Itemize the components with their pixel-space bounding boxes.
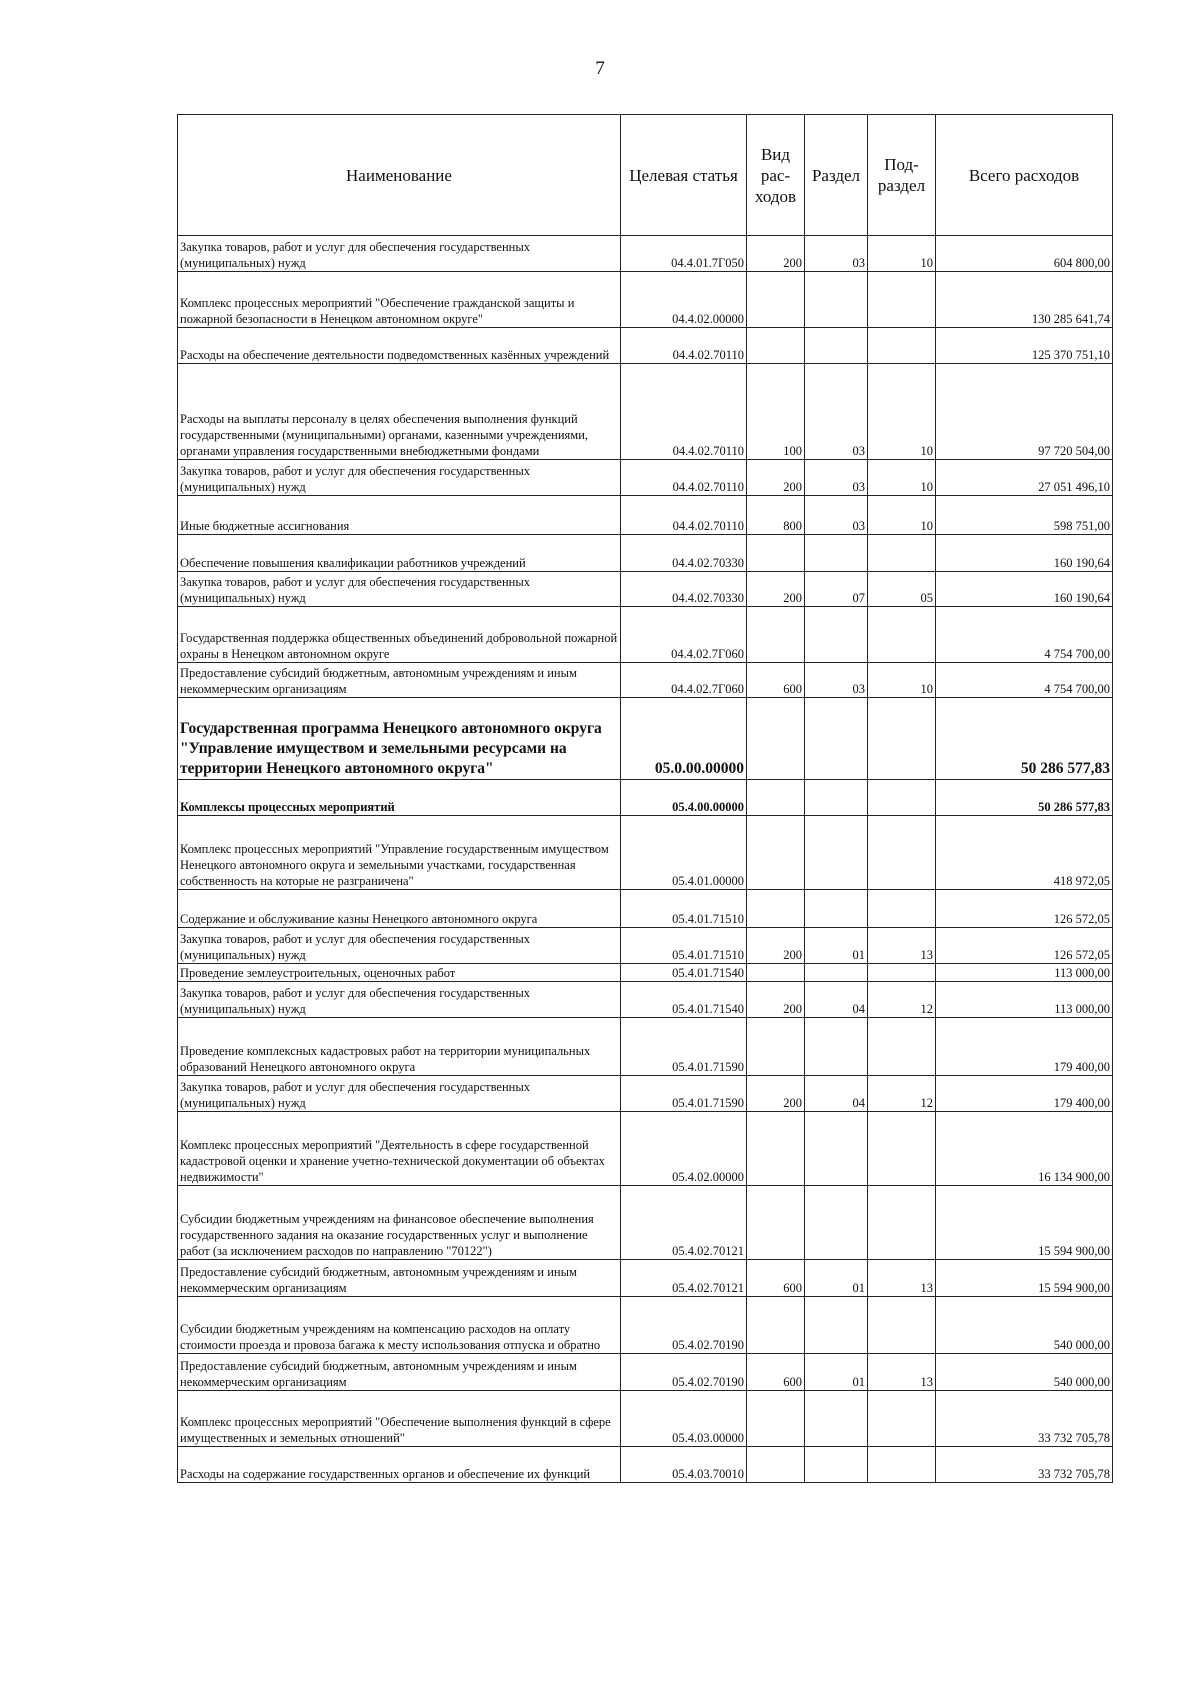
row-kind: 200	[747, 236, 805, 272]
row-subsection	[868, 1447, 936, 1483]
row-kind: 600	[747, 1260, 805, 1297]
row-section: 01	[805, 1354, 868, 1391]
table-row	[178, 663, 1113, 698]
row-name: Проведение комплексных кадастровых работ на территории муниципальных образований Ненецкого автономного округа	[178, 1018, 621, 1076]
table-row	[178, 982, 1113, 1018]
row-total: 16 134 900,00	[936, 1112, 1113, 1186]
row-subsection	[868, 780, 936, 816]
table-row	[178, 928, 1113, 964]
budget-table	[177, 114, 1113, 1483]
row-kind	[747, 816, 805, 890]
row-kind: 600	[747, 663, 805, 698]
row-total: 179 400,00	[936, 1018, 1113, 1076]
row-name: Государственная программа Ненецкого автономного округа "Управление имуществом и земельными ресурсами на территории Ненецкого автономного округа"	[178, 698, 621, 780]
row-kind	[747, 698, 805, 780]
row-kind	[747, 535, 805, 572]
row-total: 130 285 641,74	[936, 272, 1113, 328]
row-code: 04.4.01.7Г050	[621, 236, 747, 272]
table-row	[178, 496, 1113, 535]
row-total: 125 370 751,10	[936, 328, 1113, 364]
row-name: Комплекс процессных мероприятий "Обеспечение гражданской защиты и пожарной безопасности в Ненецком автономном округе"	[178, 272, 621, 328]
row-section	[805, 1112, 868, 1186]
row-total: 160 190,64	[936, 535, 1113, 572]
row-code: 04.4.02.00000	[621, 272, 747, 328]
row-subsection: 13	[868, 928, 936, 964]
header-section: Раздел	[805, 115, 868, 236]
table-row	[178, 1076, 1113, 1112]
row-code: 05.4.02.70121	[621, 1186, 747, 1260]
row-code: 04.4.02.7Г060	[621, 663, 747, 698]
row-kind	[747, 607, 805, 663]
row-total: 15 594 900,00	[936, 1260, 1113, 1297]
row-code: 04.4.02.70330	[621, 535, 747, 572]
table-row	[178, 698, 1113, 780]
row-section	[805, 1297, 868, 1354]
row-total: 540 000,00	[936, 1297, 1113, 1354]
row-section: 03	[805, 663, 868, 698]
row-total: 126 572,05	[936, 928, 1113, 964]
row-section: 07	[805, 572, 868, 607]
row-section	[805, 698, 868, 780]
row-code: 04.4.02.70110	[621, 364, 747, 460]
row-kind: 200	[747, 928, 805, 964]
row-name: Комплекс процессных мероприятий "Управление государственным имуществом Ненецкого автономного округа и земельными участками, государственная собственность на которые не разграничена"	[178, 816, 621, 890]
row-section: 04	[805, 982, 868, 1018]
row-code: 05.4.02.00000	[621, 1112, 747, 1186]
row-total: 604 800,00	[936, 236, 1113, 272]
table-row	[178, 890, 1113, 928]
row-section	[805, 272, 868, 328]
row-total: 15 594 900,00	[936, 1186, 1113, 1260]
row-total: 126 572,05	[936, 890, 1113, 928]
row-kind	[747, 328, 805, 364]
row-subsection	[868, 1297, 936, 1354]
table-row	[178, 1112, 1113, 1186]
row-kind	[747, 1391, 805, 1447]
row-code: 04.4.02.70110	[621, 328, 747, 364]
row-section	[805, 1447, 868, 1483]
row-kind: 800	[747, 496, 805, 535]
row-subsection	[868, 890, 936, 928]
row-subsection	[868, 816, 936, 890]
row-code: 05.4.01.00000	[621, 816, 747, 890]
row-kind	[747, 1447, 805, 1483]
row-subsection	[868, 272, 936, 328]
row-total: 33 732 705,78	[936, 1447, 1113, 1483]
row-name: Иные бюджетные ассигнования	[178, 496, 621, 535]
row-subsection: 12	[868, 982, 936, 1018]
row-code: 05.4.01.71540	[621, 982, 747, 1018]
row-section	[805, 1186, 868, 1260]
row-name: Закупка товаров, работ и услуг для обеспечения государственных (муниципальных) нужд	[178, 236, 621, 272]
row-section: 03	[805, 496, 868, 535]
row-section	[805, 816, 868, 890]
table-row	[178, 1018, 1113, 1076]
table-row	[178, 1354, 1113, 1391]
row-kind: 200	[747, 1076, 805, 1112]
row-section	[805, 964, 868, 982]
row-kind	[747, 1018, 805, 1076]
row-code: 05.4.01.71590	[621, 1018, 747, 1076]
row-subsection	[868, 1391, 936, 1447]
row-kind: 200	[747, 982, 805, 1018]
row-subsection	[868, 328, 936, 364]
row-code: 05.4.02.70190	[621, 1297, 747, 1354]
table-row	[178, 964, 1113, 982]
row-section: 03	[805, 364, 868, 460]
row-name: Содержание и обслуживание казны Ненецкого автономного округа	[178, 890, 621, 928]
row-total: 113 000,00	[936, 964, 1113, 982]
header-name: Наименование	[178, 115, 621, 236]
table-row	[178, 272, 1113, 328]
table-row	[178, 328, 1113, 364]
header-total: Всего расходов	[936, 115, 1113, 236]
row-subsection	[868, 698, 936, 780]
row-code: 04.4.02.70110	[621, 460, 747, 496]
row-kind	[747, 1297, 805, 1354]
row-code: 04.4.02.7Г060	[621, 607, 747, 663]
row-kind: 600	[747, 1354, 805, 1391]
table-row	[178, 1391, 1113, 1447]
row-code: 05.4.01.71510	[621, 928, 747, 964]
row-name: Расходы на содержание государственных органов и обеспечение их функций	[178, 1447, 621, 1483]
row-subsection: 12	[868, 1076, 936, 1112]
row-subsection	[868, 1186, 936, 1260]
row-kind: 100	[747, 364, 805, 460]
row-total: 418 972,05	[936, 816, 1113, 890]
row-name: Расходы на выплаты персоналу в целях обеспечения выполнения функций государственными (муниципальными) органами, казенными учреждениями, органами управления государственными внебюджетными фондами	[178, 364, 621, 460]
row-total: 97 720 504,00	[936, 364, 1113, 460]
row-name: Обеспечение повышения квалификации работников учреждений	[178, 535, 621, 572]
row-section	[805, 535, 868, 572]
row-code: 05.4.02.70121	[621, 1260, 747, 1297]
row-subsection: 10	[868, 236, 936, 272]
table-row	[178, 1186, 1113, 1260]
row-code: 04.4.02.70330	[621, 572, 747, 607]
row-name: Расходы на обеспечение деятельности подведомственных казённых учреждений	[178, 328, 621, 364]
row-name: Государственная поддержка общественных объединений добровольной пожарной охраны в Ненецком автономном округе	[178, 607, 621, 663]
table-row	[178, 1260, 1113, 1297]
row-section: 04	[805, 1076, 868, 1112]
row-total: 27 051 496,10	[936, 460, 1113, 496]
header-subsection: Под- раздел	[868, 115, 936, 236]
row-total: 4 754 700,00	[936, 607, 1113, 663]
row-name: Предоставление субсидий бюджетным, автономным учреждениям и иным некоммерческим организациям	[178, 663, 621, 698]
row-name: Закупка товаров, работ и услуг для обеспечения государственных (муниципальных) нужд	[178, 460, 621, 496]
row-total: 160 190,64	[936, 572, 1113, 607]
row-name: Комплекс процессных мероприятий "Деятельность в сфере государственной кадастровой оценки и хранение учетно-технической документации об объектах недвижимости"	[178, 1112, 621, 1186]
table-row	[178, 460, 1113, 496]
row-total: 4 754 700,00	[936, 663, 1113, 698]
header-expense-kind: Вид рас- ходов	[747, 115, 805, 236]
row-kind	[747, 272, 805, 328]
row-subsection: 10	[868, 364, 936, 460]
row-code: 05.4.02.70190	[621, 1354, 747, 1391]
row-kind	[747, 1112, 805, 1186]
row-kind: 200	[747, 460, 805, 496]
row-subsection	[868, 1018, 936, 1076]
row-section	[805, 890, 868, 928]
row-section	[805, 1391, 868, 1447]
row-section	[805, 328, 868, 364]
row-subsection	[868, 964, 936, 982]
row-subsection: 05	[868, 572, 936, 607]
row-code: 05.4.01.71590	[621, 1076, 747, 1112]
row-name: Субсидии бюджетным учреждениям на компенсацию расходов на оплату стоимости проезда и провоза багажа к месту использования отпуска и обратно	[178, 1297, 621, 1354]
row-kind	[747, 1186, 805, 1260]
row-name: Закупка товаров, работ и услуг для обеспечения государственных (муниципальных) нужд	[178, 572, 621, 607]
row-subsection	[868, 607, 936, 663]
table-header-row	[178, 115, 1113, 236]
table-row	[178, 1297, 1113, 1354]
row-total: 33 732 705,78	[936, 1391, 1113, 1447]
row-name: Предоставление субсидий бюджетным, автономным учреждениям и иным некоммерческим организациям	[178, 1354, 621, 1391]
row-subsection	[868, 1112, 936, 1186]
row-name: Закупка товаров, работ и услуг для обеспечения государственных (муниципальных) нужд	[178, 982, 621, 1018]
row-code: 05.4.03.70010	[621, 1447, 747, 1483]
table-row	[178, 535, 1113, 572]
row-kind	[747, 780, 805, 816]
row-section: 01	[805, 1260, 868, 1297]
row-name: Проведение землеустроительных, оценочных работ	[178, 964, 621, 982]
row-name: Предоставление субсидий бюджетным, автономным учреждениям и иным некоммерческим организациям	[178, 1260, 621, 1297]
row-subsection: 13	[868, 1354, 936, 1391]
row-subsection: 13	[868, 1260, 936, 1297]
row-section	[805, 607, 868, 663]
row-kind	[747, 890, 805, 928]
row-total: 540 000,00	[936, 1354, 1113, 1391]
row-kind	[747, 964, 805, 982]
table-row	[178, 572, 1113, 607]
table-row	[178, 816, 1113, 890]
row-subsection: 10	[868, 460, 936, 496]
row-code: 05.4.01.71540	[621, 964, 747, 982]
row-subsection: 10	[868, 663, 936, 698]
table-row	[178, 1447, 1113, 1483]
row-section	[805, 780, 868, 816]
table-row	[178, 607, 1113, 663]
row-kind: 200	[747, 572, 805, 607]
row-total: 113 000,00	[936, 982, 1113, 1018]
row-name: Субсидии бюджетным учреждениям на финансовое обеспечение выполнения государственного задания на оказание государственных услуг и выполнение работ (за исключением расходов по направлению "70122")	[178, 1186, 621, 1260]
table-row	[178, 780, 1113, 816]
row-name: Закупка товаров, работ и услуг для обеспечения государственных (муниципальных) нужд	[178, 928, 621, 964]
row-total: 50 286 577,83	[936, 780, 1113, 816]
row-code: 04.4.02.70110	[621, 496, 747, 535]
table-row	[178, 364, 1113, 460]
row-code: 05.4.03.00000	[621, 1391, 747, 1447]
row-code: 05.4.00.00000	[621, 780, 747, 816]
row-code: 05.0.00.00000	[621, 698, 747, 780]
row-total: 179 400,00	[936, 1076, 1113, 1112]
row-total: 50 286 577,83	[936, 698, 1113, 780]
row-section: 03	[805, 460, 868, 496]
header-target-article: Целевая статья	[621, 115, 747, 236]
page-number: 7	[595, 58, 605, 79]
row-subsection: 10	[868, 496, 936, 535]
row-code: 05.4.01.71510	[621, 890, 747, 928]
row-section	[805, 1018, 868, 1076]
row-name: Комплекс процессных мероприятий "Обеспечение выполнения функций в сфере имущественных и земельных отношений"	[178, 1391, 621, 1447]
row-total: 598 751,00	[936, 496, 1113, 535]
row-section: 01	[805, 928, 868, 964]
row-section: 03	[805, 236, 868, 272]
table-row	[178, 236, 1113, 272]
row-subsection	[868, 535, 936, 572]
row-name: Закупка товаров, работ и услуг для обеспечения государственных (муниципальных) нужд	[178, 1076, 621, 1112]
row-name: Комплексы процессных мероприятий	[178, 780, 621, 816]
